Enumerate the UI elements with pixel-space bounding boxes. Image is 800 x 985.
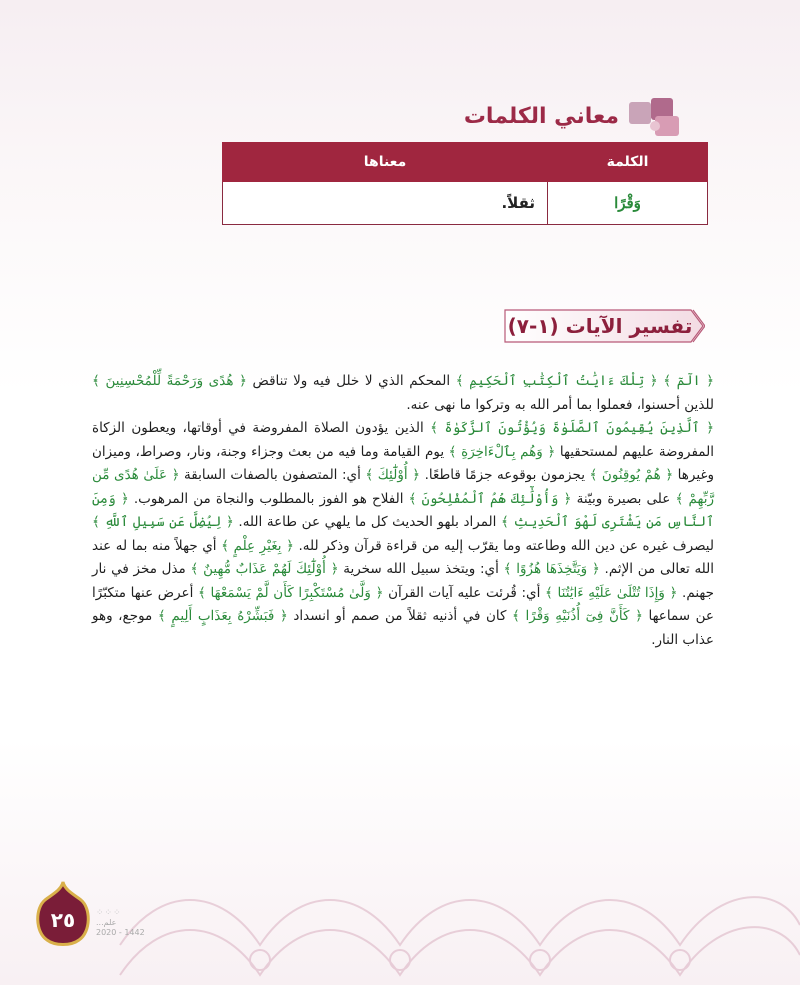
quran-verse: ﴿ بِغَيْرِ عِلْمٍ ﴾ <box>221 537 294 554</box>
tafsir-text-run: أي: المتصفون بالصفات السابقة <box>179 467 366 483</box>
quran-verse: ﴿ ٱلَّذِينَ يُقِيمُونَ ٱلصَّلَوٰةَ وَيُؤْتُونَ ٱلزَّكَوٰةَ ﴾ <box>430 420 714 436</box>
tafsir-text-run: أعرض عنها متكبّرًا عن سماعها <box>92 584 714 624</box>
quran-verse: ﴿ أُوْلَٰٓئِكَ ﴾ <box>365 467 421 483</box>
quran-verse: ﴿ عَلَىٰ هُدًى مِّن رَّبِّهِمْ ﴾ <box>92 467 714 507</box>
tafsir-text-run: يجزمون بوقوعه جزمًا قاطعًا. <box>420 467 590 483</box>
quran-verse: ﴿ هُمْ يُوقِنُونَ ﴾ <box>589 467 674 483</box>
vocab-col-meaning: معناها <box>223 143 548 182</box>
tafsir-text-run: المراد بلهو الحديث كل ما يلهي عن طاعة الله. <box>233 514 502 530</box>
quran-verse: ﴿ وَإِذَا تُتْلَىٰ عَلَيْهِ ءَايَٰتُنَا ﴾ <box>544 584 678 601</box>
vocab-col-word: الكلمة <box>548 143 708 182</box>
tafsir-text-run: يوم القيامة وما فيه من بعث وجزاء وجنة، ونار، وصراط، وميزان وغيرها <box>92 443 714 483</box>
quran-verse: ﴿ وَلَّىٰ مُسْتَكْبِرًا كَأَن لَّمْ يَسْمَعْهَا ﴾ <box>197 584 384 601</box>
tafsir-text-run: أي جهلاً منه بما له عند الله تعالى من الإثم. <box>92 537 715 577</box>
quran-verse: ﴿ الٓمٓ ﴾ <box>663 373 714 389</box>
quran-verse: ﴿ هُدًى وَرَحْمَةً لِّلْمُحْسِنِينَ ﴾ <box>92 373 247 389</box>
quran-verse: ﴿ لِيُضِلَّ عَن سَبِيلِ ٱللَّهِ ﴾ <box>92 514 234 530</box>
tafsir-text-run: ليصرف غيره عن دين الله وطاعته وما يقرّب إليه من قراءة قرآن وذكر لله. <box>293 537 714 554</box>
quran-verse: ﴿ تِلْكَ ءَايَٰتُ ٱلْكِتَٰبِ ٱلْحَكِيمِ ﴾ <box>455 373 664 389</box>
puzzle-icon <box>625 92 685 140</box>
tafsir-text-run: للذين أحسنوا، فعملوا بما أمر الله به وتركوا ما نهى عنه. <box>406 396 714 413</box>
vocab-section-heading <box>464 92 685 140</box>
tafsir-heading-text: تفسير الآيات (١-٧) <box>507 314 693 338</box>
tafsir-text-run: موجع، وهو عذاب النار. <box>92 608 714 648</box>
quran-verse: ﴿ أُوْلَٰٓئِكَ لَهُمْ عَذَابٌ مُّهِينٌ ﴾ <box>190 561 339 577</box>
publisher-logo <box>96 908 145 938</box>
quran-verse: ﴿ فَبَشِّرْهُ بِعَذَابٍ أَلِيمٍ ﴾ <box>157 608 288 624</box>
quran-verse: ﴿ كَأَنَّ فِىٓ أُذُنَيْهِ وَقْرًا ﴾ <box>512 608 643 624</box>
tafsir-text-run: الذين يؤدون الصلاة المفروضة في أوقاتها، ويعطون الزكاة المفروضة عليهم لمستحقيها <box>92 420 714 460</box>
page-number-badge <box>33 880 93 948</box>
quran-verse: ﴿ وَمِنَ ٱلنَّاسِ مَن يَشْتَرِى لَهْوَ ٱلْحَدِيثِ ﴾ <box>92 490 715 530</box>
vocab-word: وَقْرًا <box>548 182 708 225</box>
publisher-year: 2020 - 1442 <box>96 928 145 937</box>
publisher-dots-icon: ⁘⁘⁘ <box>96 908 122 918</box>
publisher-name: ...علم <box>96 918 117 927</box>
tafsir-text-run: كان في أذنيه ثقلاً من صمم أو انسداد <box>287 608 513 624</box>
table-row <box>223 182 708 225</box>
tafsir-text-run: على بصيرة وبيّنة <box>571 490 676 507</box>
vocab-section-title: معاني الكلمات <box>463 103 619 129</box>
tafsir-text-run: مذل مخز في نار جهنم. <box>92 561 714 601</box>
quran-verse: ﴿ وَأُوْلَٰٓئِكَ هُمُ ٱلْمُفْلِحُونَ ﴾ <box>408 490 572 507</box>
quran-verse: ﴿ وَهُم بِٱلْءَاخِرَةِ ﴾ <box>448 443 556 460</box>
vocab-meaning: ثقلاً. <box>223 182 548 225</box>
tafsir-text-run: أي: قُرئت عليه آيات القرآن <box>383 584 545 601</box>
tafsir-body <box>92 370 714 652</box>
tafsir-paragraph <box>92 417 714 652</box>
tafsir-heading <box>495 308 705 344</box>
tafsir-text-run: المحكم الذي لا خلل فيه ولا تناقض <box>246 373 456 389</box>
tafsir-paragraph <box>92 370 714 417</box>
tafsir-text-run: الفلاح هو الفوز بالمطلوب والنجاة من المرهوب. <box>128 490 409 507</box>
quran-verse: ﴿ وَيَتَّخِذَهَا هُزُوًا ﴾ <box>503 561 600 577</box>
tafsir-text-run: أي: ويتخذ سبيل الله سخرية <box>338 561 504 577</box>
vocab-table <box>222 142 708 225</box>
page-number: ٢٥ <box>50 908 76 932</box>
